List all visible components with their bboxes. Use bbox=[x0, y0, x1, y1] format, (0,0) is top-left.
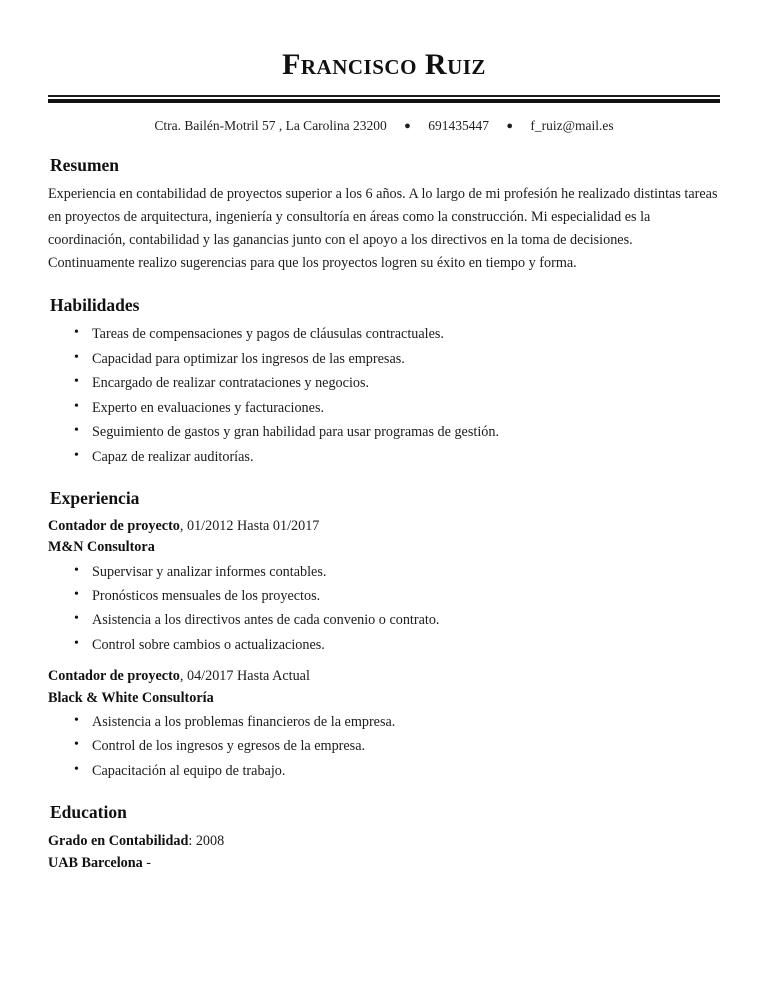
section-skills bbox=[48, 295, 720, 468]
section-title-skills: Habilidades bbox=[50, 295, 140, 316]
candidate-name: Francisco Ruiz bbox=[282, 48, 486, 81]
contact-separator-icon: ● bbox=[506, 119, 513, 132]
experience-entry bbox=[48, 516, 720, 656]
experience-entry bbox=[48, 666, 720, 782]
job-company: M&N Consultora bbox=[48, 539, 155, 556]
list-item: • Capacitación al equipo de trabajo. bbox=[74, 760, 720, 782]
list-item: • Control sobre cambios o actualizaciones. bbox=[74, 634, 720, 656]
list-item: • Asistencia a los directivos antes de cada convenio o contrato. bbox=[74, 609, 720, 631]
list-item: • Pronósticos mensuales de los proyectos. bbox=[74, 585, 720, 607]
contact-address: Ctra. Bailén-Motril 57 , La Carolina 23200 bbox=[154, 117, 387, 133]
list-item: • Encargado de realizar contrataciones y negocios. bbox=[74, 372, 720, 394]
education-entry bbox=[48, 830, 720, 852]
header-divider bbox=[48, 95, 720, 103]
section-title-education: Education bbox=[50, 802, 127, 823]
list-item: • Capacidad para optimizar los ingresos de las empresas. bbox=[74, 348, 720, 370]
contact-phone: 691435447 bbox=[428, 117, 489, 133]
summary-text: Experiencia en contabilidad de proyectos superior a los 6 años. A lo largo de mi profesión he realizado distintas tareas en proyectos de arquitectura, ingeniería y consultoría en áreas como la construcción. Mi especialidad es la coordinación, contabilidad y las ganancias junto con el apoyo a los directivos en la toma de decisiones. Continuamente realizo sugerencias para que los proyectos logren su éxito en tiempo y forma. bbox=[48, 186, 718, 272]
skills-list bbox=[48, 323, 720, 468]
list-item: • Control de los ingresos y egresos de la empresa. bbox=[74, 735, 720, 757]
list-item: • Tareas de compensaciones y pagos de cláusulas contractuales. bbox=[74, 323, 720, 345]
job-duties-list bbox=[48, 711, 720, 782]
contact-separator-icon: ● bbox=[404, 119, 411, 132]
contact-line bbox=[48, 117, 720, 136]
education-institution-detail: - bbox=[142, 855, 151, 872]
education-institution: UAB Barcelona bbox=[48, 855, 143, 872]
job-position: Contador de proyecto bbox=[48, 518, 180, 535]
divider-thick-line bbox=[48, 99, 720, 103]
education-year: : 2008 bbox=[188, 833, 225, 850]
section-summary bbox=[48, 155, 720, 275]
education-degree: Grado en Contabilidad bbox=[48, 833, 189, 850]
contact-email: f_ruiz@mail.es bbox=[530, 117, 614, 133]
job-header bbox=[48, 516, 720, 537]
section-education bbox=[48, 802, 720, 874]
job-position: Contador de proyecto bbox=[48, 668, 180, 685]
list-item: • Supervisar y analizar informes contables. bbox=[74, 561, 720, 583]
list-item: • Seguimiento de gastos y gran habilidad para usar programas de gestión. bbox=[74, 421, 720, 443]
job-company: Black & White Consultoría bbox=[48, 689, 214, 706]
job-header bbox=[48, 666, 720, 687]
job-dates: , 04/2017 Hasta Actual bbox=[179, 668, 310, 685]
job-duties-list bbox=[48, 561, 720, 657]
list-item: • Asistencia a los problemas financieros de la empresa. bbox=[74, 711, 720, 733]
resume-header bbox=[48, 48, 720, 135]
list-item: • Capaz de realizar auditorías. bbox=[74, 446, 720, 468]
section-experience bbox=[48, 488, 720, 782]
education-entry bbox=[48, 852, 720, 874]
job-dates: , 01/2012 Hasta 01/2017 bbox=[179, 518, 320, 535]
section-title-experience: Experiencia bbox=[50, 488, 140, 509]
list-item: • Experto en evaluaciones y facturaciones. bbox=[74, 397, 720, 419]
section-title-summary: Resumen bbox=[50, 155, 120, 176]
